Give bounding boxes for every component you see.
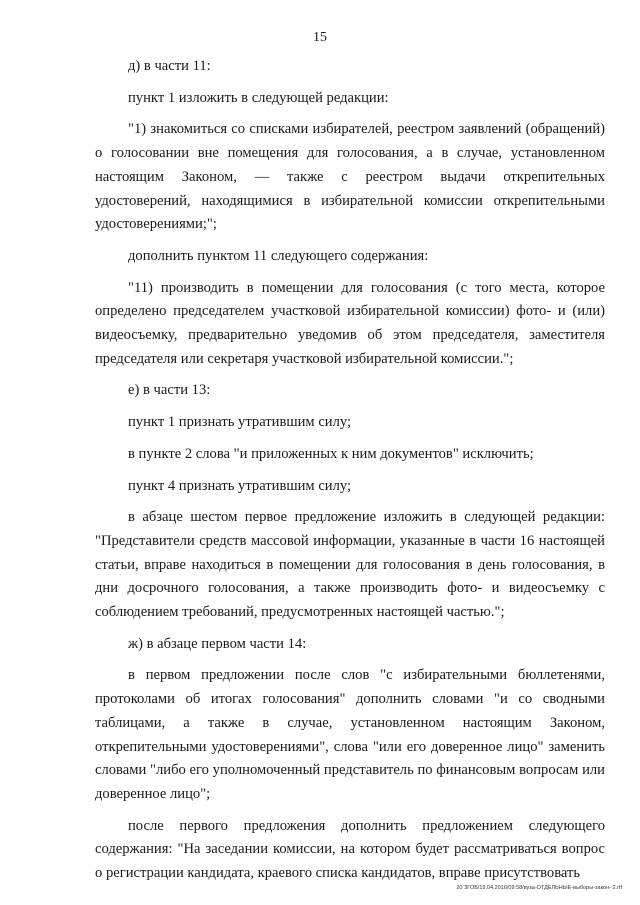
paragraph-13: после первого предложения дополнить предложением следующего содержания: "На заседании комиссии, на котором будет рассматриваться вопрос о регистрации кандидата, краевого списка кандидатов, вправе присутствовать [95,817,605,882]
paragraph-8: в пункте 2 слова "и приложенных к ним документов" исключить; [128,445,534,462]
paragraph-3: "1) знакомиться со списками избирателей, реестром заявлений (обращений) о голосовании вне помещения для голосования, а в случае, установленном настоящим Законом, — также с реестром выдачи открепительных удостоверений, находящимися в избирательной комиссии открепительными удостоверениями;"; [95,121,605,233]
paragraph-11: ж) в абзаце первом части 14: [128,635,307,652]
document-body [95,55,605,886]
paragraph-1: д) в части 11: [128,58,211,74]
paragraph-5: "11) производить в помещении для голосования (с того места, которое определено председателем участковой избирательной комиссии) фото- и (или) видеосъемку, предварительно уведомив об этом председателя, заместителя председателя или секретаря участковой избирательной комиссии."; [95,279,605,367]
page-number: 15 [313,30,327,45]
paragraph-12: в первом предложении после слов "с избирательными бюллетенями, протоколами об итогах голосования" дополнить словами "и со сводными таблицами, а также в случае, установленном настоящим Законом, открепительными удостоверениями", слова "или его доверенное лицо" заменить словами "либо его уполномоченный представитель по финансовым вопросам или доверенное лицо"; [95,667,605,802]
paragraph-9: пункт 4 признать утратившим силу; [128,477,352,494]
file-path-footer: 20 ЗГОБ/19.04.2016/09:58/вуза-ОТДЕЛЬНЫЕ-выборы-закон- 2.rtf [456,885,622,891]
paragraph-6: е) в части 13: [128,382,211,399]
paragraph-10: в абзаце шестом первое предложение изложить в следующей редакции: "Представители средств массовой информации, указанные в части 16 настоящей статьи, вправе находиться в помещении для голосования в день голосования, в дни досрочного голосования, а также производить фото- и видеосъемку с соблюдением требований, предусмотренных настоящей частью."; [95,509,605,621]
paragraph-7: пункт 1 признать утратившим силу; [128,414,352,431]
paragraph-4: дополнить пунктом 11 следующего содержания: [128,247,429,264]
paragraph-2: пункт 1 изложить в следующей редакции: [128,89,389,106]
